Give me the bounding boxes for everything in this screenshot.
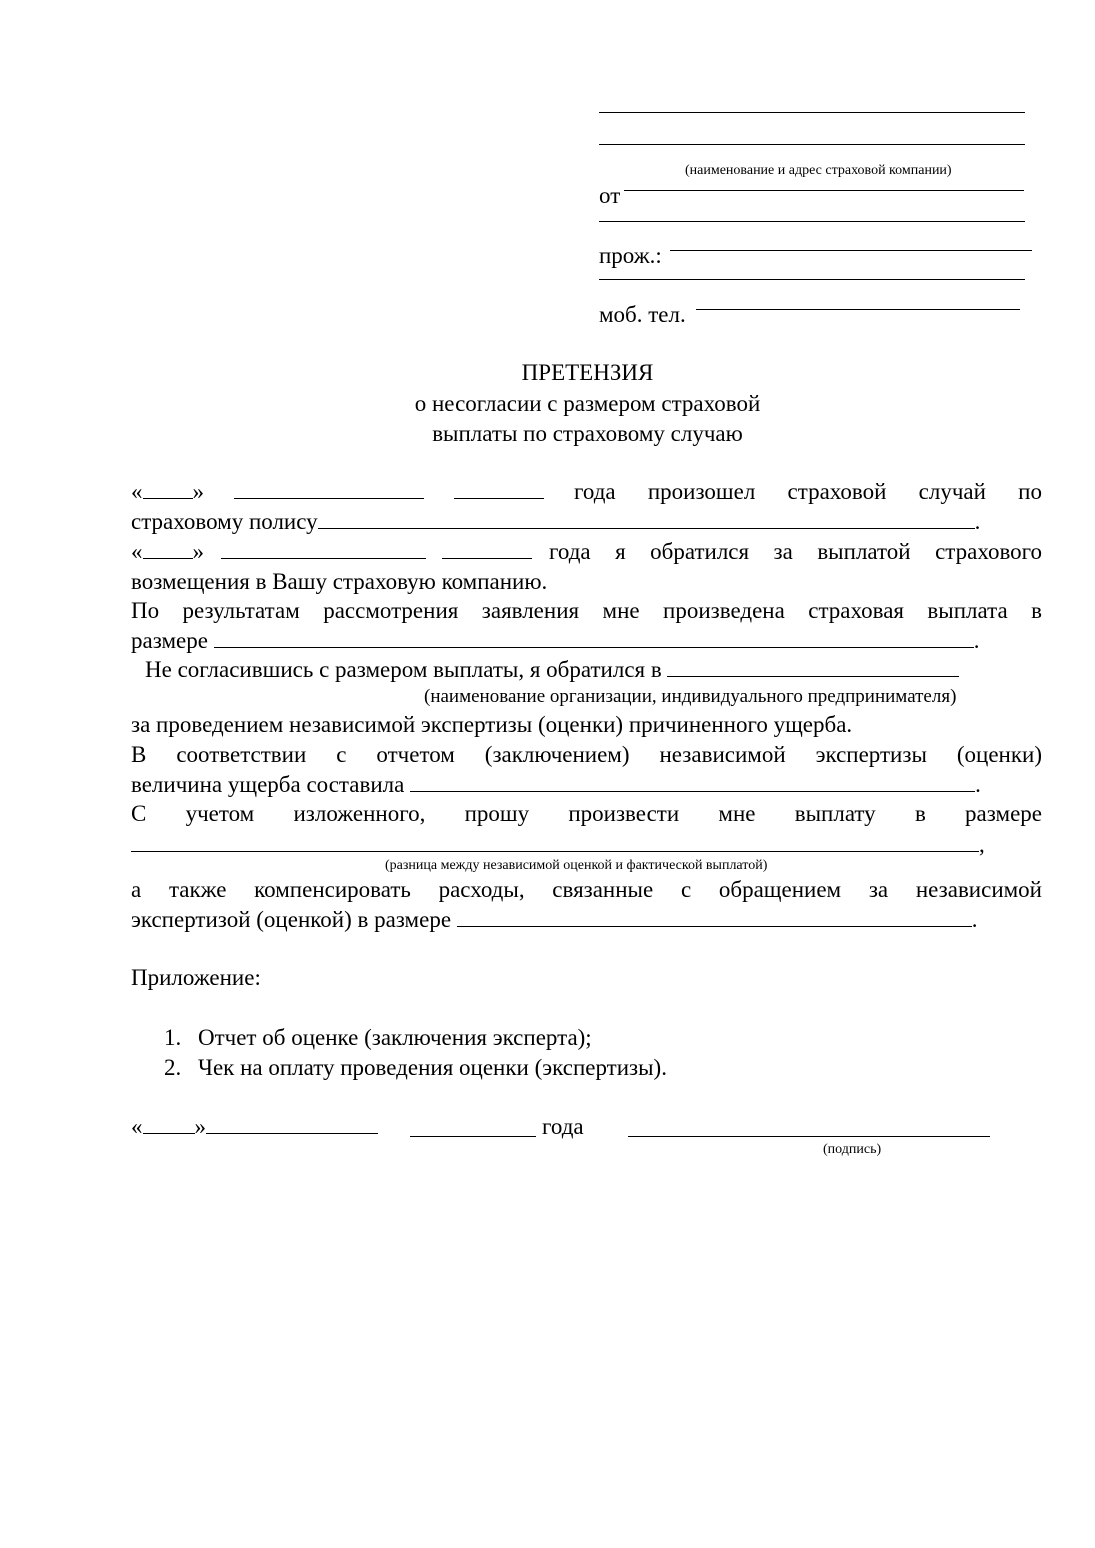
document-title: ПРЕТЕНЗИЯ bbox=[521, 360, 654, 385]
company-caption: (наименование и адрес страховой компании) bbox=[685, 163, 952, 178]
phone-label: моб. тел. bbox=[599, 302, 686, 327]
appendix-item-1-number: 1. bbox=[164, 1025, 182, 1050]
paragraph-6-line-1: С учетом изложенного, прошу произвести мне выплату в размере bbox=[131, 801, 1042, 826]
signature-line bbox=[628, 1136, 990, 1137]
footer-year-word: года bbox=[542, 1114, 584, 1139]
paragraph-4-line-2: за проведением независимой экспертизы (оценки) причиненного ущерба. bbox=[131, 712, 853, 737]
paragraph-7-line-2: экспертизой (оценкой) в размере . bbox=[131, 907, 978, 932]
paragraph-3-line-1: По результатам рассмотрения заявления мне произведена страховая выплата в bbox=[131, 598, 1042, 623]
phone-line bbox=[696, 309, 1020, 310]
paragraph-1-line-1: « » года произошел страховой случай по bbox=[131, 479, 1042, 504]
date-year-blank bbox=[454, 480, 544, 499]
document-subtitle-1: о несогласии с размером страховой bbox=[414, 391, 761, 416]
residence-line-2 bbox=[599, 279, 1025, 280]
difference-caption: (разница между независимой оценкой и фактической выплатой) bbox=[385, 858, 768, 873]
paragraph-7-line-1: а также компенсировать расходы, связанные с обращением за независимой bbox=[131, 877, 1042, 902]
from-line bbox=[624, 190, 1024, 191]
company-name-line-2 bbox=[599, 144, 1025, 145]
appendix-item-1: Отчет об оценке (заключения эксперта); bbox=[198, 1025, 592, 1050]
paragraph-6-line-2: , bbox=[131, 832, 985, 858]
company-name-line-1 bbox=[599, 112, 1025, 113]
residence-line bbox=[670, 250, 1032, 251]
footer-date: « » bbox=[131, 1114, 378, 1140]
residence-label: прож.: bbox=[599, 243, 662, 268]
signature-caption: (подпись) bbox=[823, 1142, 882, 1157]
date-month-blank bbox=[234, 480, 424, 499]
appendix-item-2-number: 2. bbox=[164, 1055, 182, 1080]
paragraph-5-line-2: величина ущерба составила . bbox=[131, 772, 981, 797]
organization-caption: (наименование организации, индивидуального предпринимателя) bbox=[424, 686, 957, 707]
paragraph-1-line-2: страховому полису . bbox=[131, 509, 981, 534]
paragraph-4-line-1: Не согласившись с размером выплаты, я обратился в bbox=[145, 657, 959, 683]
paragraph-3-line-2: размере . bbox=[131, 628, 980, 653]
paragraph-2-line-1: « » года я обратился за выплатой страхового bbox=[131, 539, 1043, 564]
document-subtitle-2: выплаты по страховому случаю bbox=[432, 421, 743, 446]
footer-year-line bbox=[410, 1136, 536, 1137]
appendix-item-2: Чек на оплату проведения оценки (экспертизы). bbox=[198, 1055, 667, 1080]
from-line-2 bbox=[599, 221, 1025, 222]
appendix-label: Приложение: bbox=[131, 965, 261, 990]
paragraph-5-line-1: В соответствии с отчетом (заключением) независимой экспертизы (оценки) bbox=[131, 742, 1042, 767]
from-label: от bbox=[599, 183, 621, 208]
paragraph-2-line-2: возмещения в Вашу страховую компанию. bbox=[131, 569, 548, 594]
